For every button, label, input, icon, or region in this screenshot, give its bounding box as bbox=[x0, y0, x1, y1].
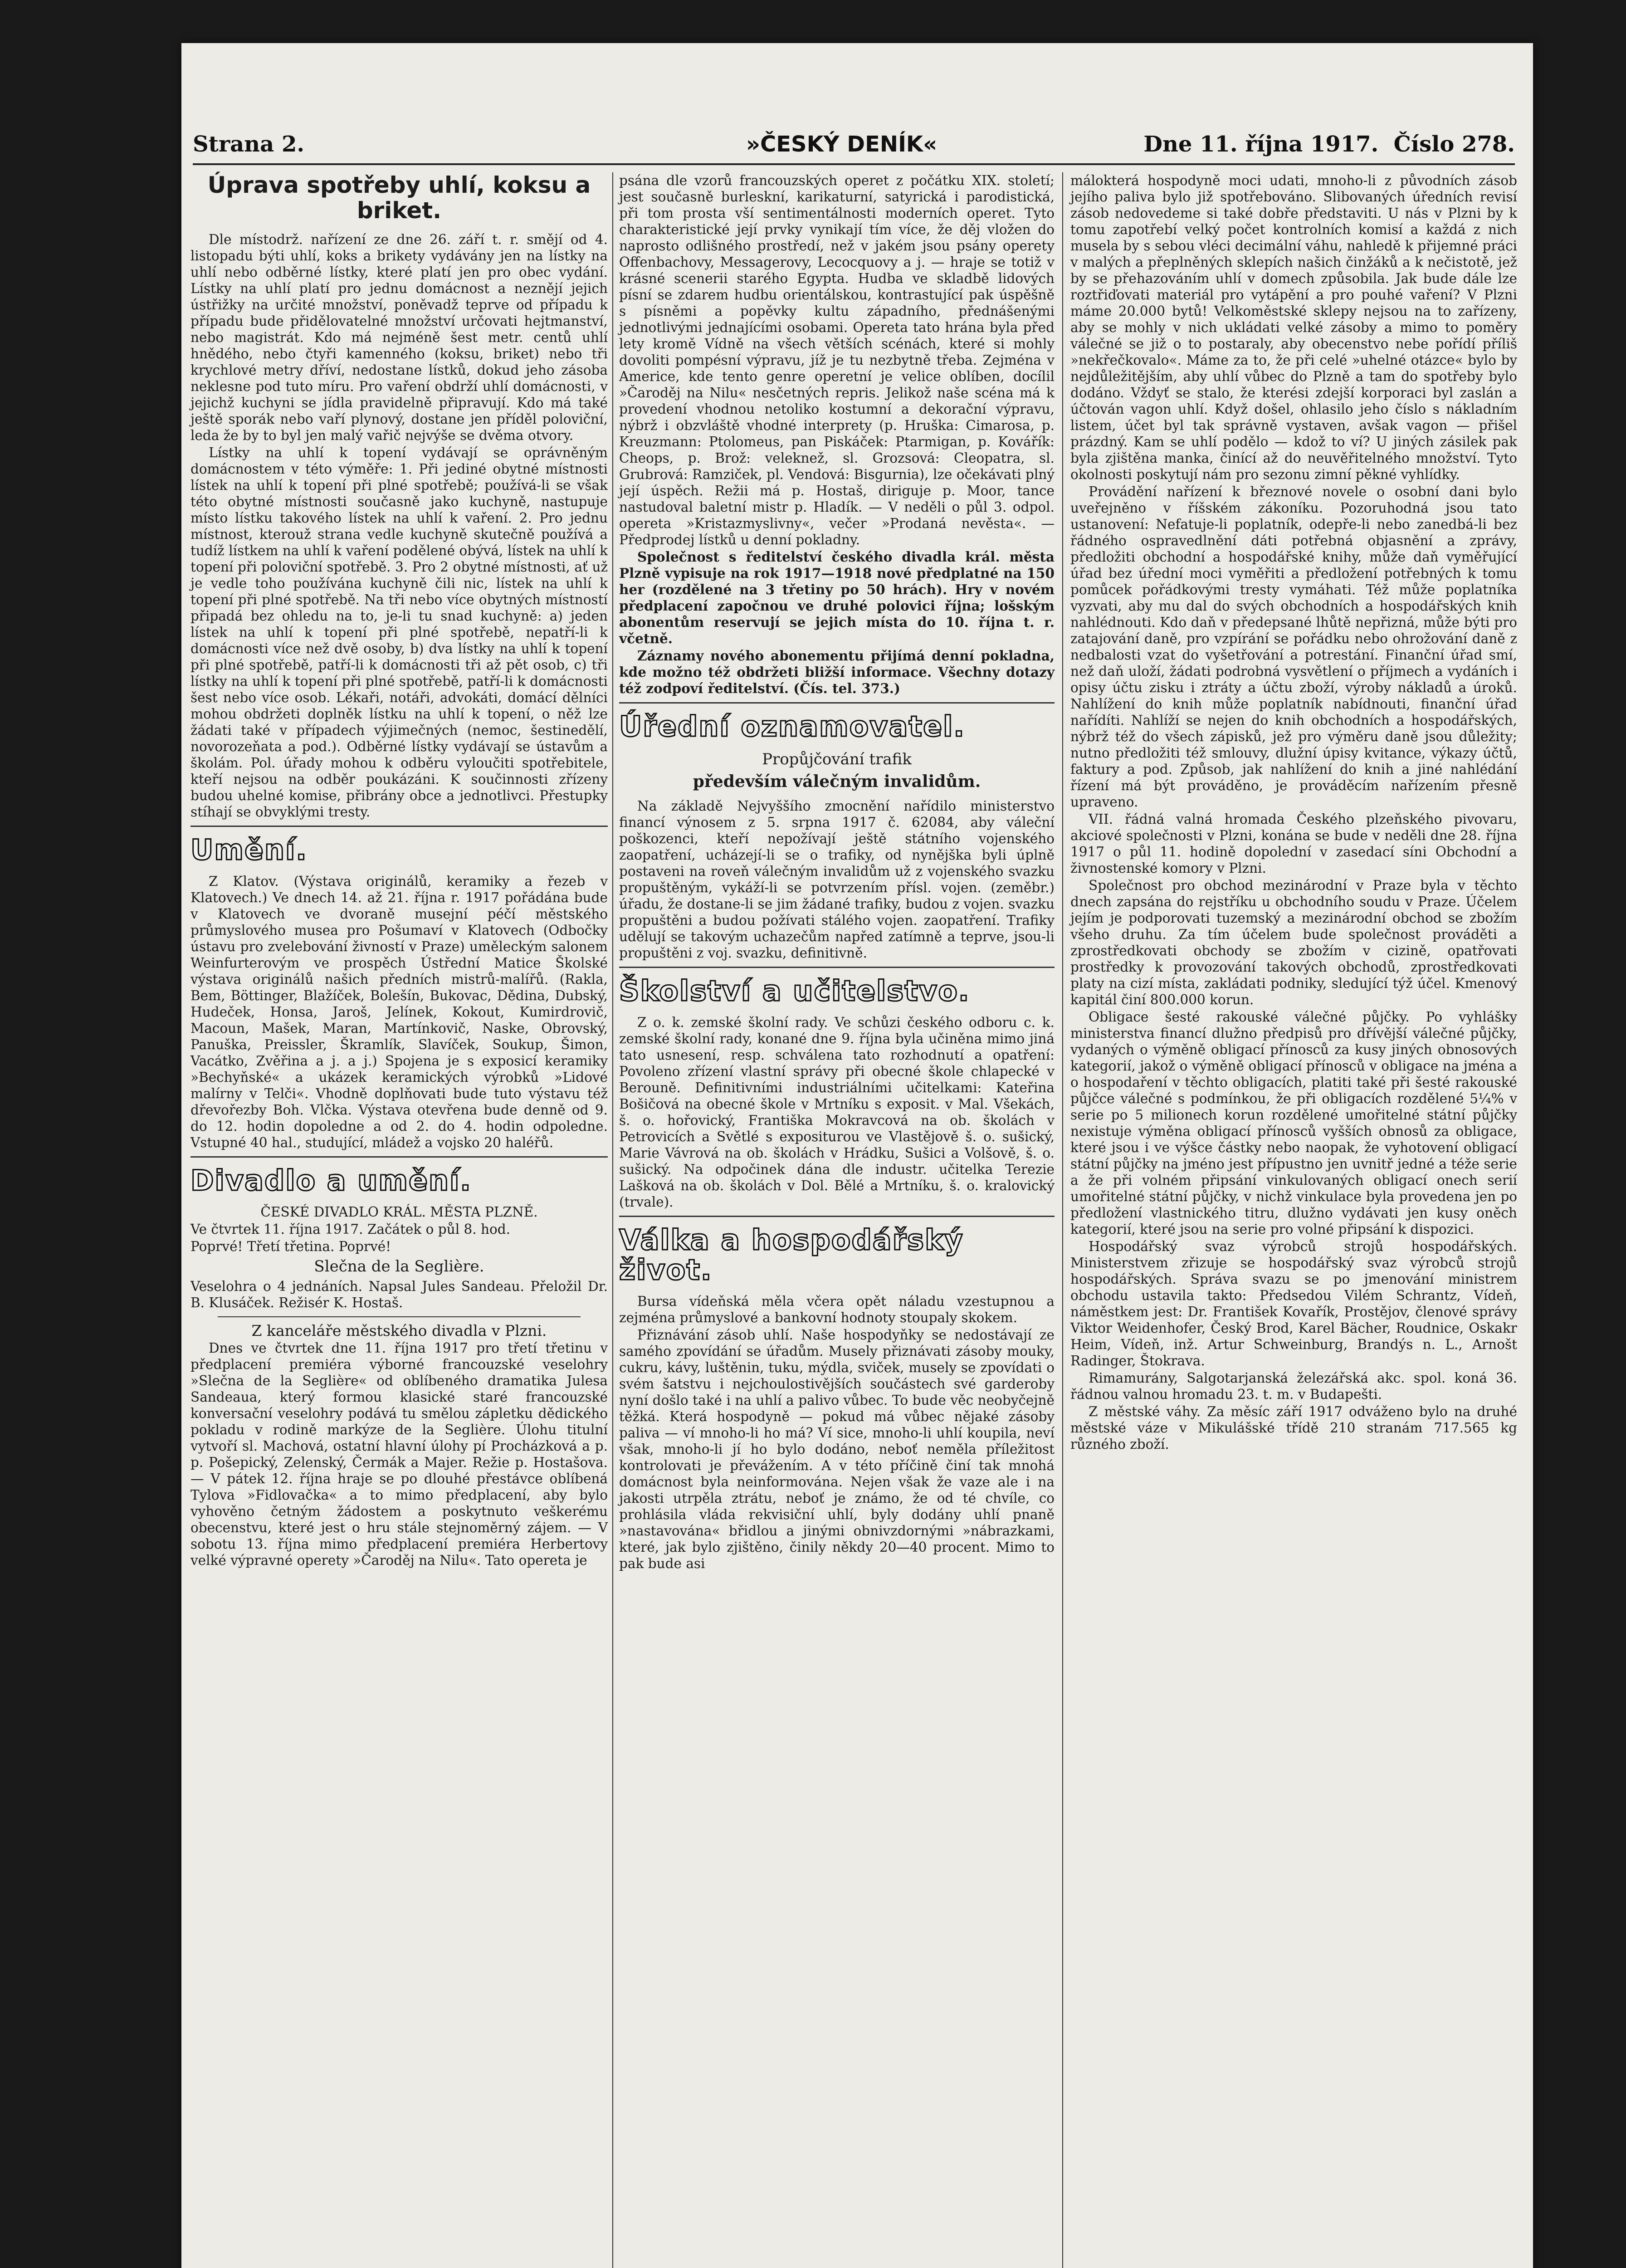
section-heading: Umění. bbox=[190, 833, 308, 866]
page-number: Strana 2. bbox=[193, 132, 305, 157]
article-paragraph: Dle místodrž. nařízení ze dne 26. září t. r. smějí od 4. listopadu býti uhlí, koks a brikety vydávány jen na lístky na uhlí nebo odběrné lístky, které platí jen pro obec vydání. Lístky na uhlí platí pro jednu domácnost a neznějí jejich ústřižky na určité množství, poněvadž teprve od případu k případu bude přidělovatelné množství určovati hejtmanství, nebo magistrát. Kdo má nejméně šest metr. centů uhlí hnědého, nebo čtyři kamenného (koksu, briket) nebo tři krychlové metry dříví, nedostane lístků, dokud jeho zásoba neklesne pod tuto míru. Pro vaření obdrží uhlí domácnosti, v jejichž kuchyni se jídla pravidelně připravují. Kdo má také ještě sporák nebo vaří plynový, dostane jen příděl poloviční, leda že by to byl jen malý vařič nejvýše se dvěma otvory. bbox=[190, 232, 608, 443]
article-paragraph: Společnost pro obchod mezinárodní v Praze byla v těchto dnech zapsána do rejstříku u obchodního soudu v Praze. Účelem jejím je podporovati tuzemský a mezinárodní obchod se zbožím všeho druhu. Za tím účelem bude společnost prováděti a zprostředkovati obchody se zbožím v cizině, opatřovati prostředky k provozování takových obchodů, zprostředkovati platy na cizí místa, zakládati podniky, sledující týž účel. Kmenový kapitál činí 800.000 korun. bbox=[1070, 878, 1517, 1007]
column-3 bbox=[1070, 172, 1517, 1453]
article-subheading: Propůjčování trafik bbox=[762, 750, 912, 768]
divider bbox=[190, 826, 608, 827]
office-heading: Z kanceláře městského divadla v Plzni. bbox=[251, 1322, 547, 1339]
article-paragraph: Přiznávání zásob uhlí. Naše hospodyňky se nedostávají ze samého zpovídání se úřadům. Musely přiznávati zásoby mouky, cukru, kávy, luštěnin, tuku, mýdla, sviček, musely se zpovídati o svém šatstvu i nejchoulostivějších součástech své garderoby nyní došlo také i na uhlí a palivo vůbec. To bude věc neobyčejně těžká. Která hospodyně — pokud má vůbec nějaké zásoby paliva — ví mnoho-li ho má? Ví sice, mnoho-li uhlí koupila, neví však, mnoho-li jí ho bylo dodáno, neboť neměla příležitost kontrolovati je převážením. A v této příčině činí tak mnohá domácnost byla neinformována. Nejen však že vaze ale i na jakosti utrpěla ztrátu, neboť je známo, že od té chvíle, co prohlásila vláda rekvisiční uhlí, byly dodány uhlí pnaně »nastavována« břidlou a jinými obnivzdornými »nábrazkami, které, jak bylo zjištěno, činily někdy 20—40 procent. Mimo to pak bude asi bbox=[619, 1327, 1055, 1571]
show-time: Ve čtvrtek 11. října 1917. Začátek o půl 8. hod. bbox=[190, 1222, 511, 1237]
column-rule bbox=[1062, 172, 1063, 2268]
show-note: Poprvé! Třetí třetina. Poprvé! bbox=[190, 1239, 391, 1254]
article-paragraph: Obligace šesté rakouské válečné půjčky. Po vyhlášky ministerstva financí dlužno předpisů pro dřívější válečné půjčky, vydaných o výměně obligací přínosců za kusy jiných obnosových kategorií, jakož o výměně obligací přínosců v obligace na jména a o hospodaření v těchto obligacích, platiti také při šesté rakouské půjčce válečné s podmínkou, že při obligacích rozdělené 5¼% v serie po 5 milionech korun rozdělené umořitelné státní půjčky nexistuje výměna obligací přínosců vyšších obnosů za obligace, které jsou i ve výšce částky nebo naopak, že vyhotovení obligací státní půjčky na jméno jest přípustno jen uvnitř jedné a téže serie a že při volném připsání vinkulovaných obligací onech serií umořitelné státní půjčky, v nichž vinkulace byla provedena jen po předložení vlastnického titru, dlužno vydávati jen kusy oněch kategorií, které jsou na serie pro volné připsání k dispozici. bbox=[1070, 1009, 1517, 1237]
divider bbox=[218, 1316, 581, 1317]
newspaper-page bbox=[181, 43, 1533, 2268]
section-heading: Školství a učitelstvo. bbox=[619, 974, 970, 1007]
article-paragraph: VII. řádná valná hromada Českého plzeňského pivovaru, akciové společnosti v Plzni, konána se bude v neděli dne 28. října 1917 o půl 11. hodině dopolední v zasedací síni Obchodní a živnostenské komory v Plzni. bbox=[1070, 811, 1517, 876]
article-paragraph: Z o. k. zemské školní rady. Ve schůzi českého odboru c. k. zemské školní rady, konané dne 9. října byla učiněna mimo jiná tato usnesení, resp. schválena tato rozhodnutí a opatření: Povoleno zřízení vlastní správy při obecné škole chlapecké v Berouně. Definitivními industriálními učitelkami: Kateřina Bošičová na obecné škole v Mrtníku s exposit. v Mal. Všekách, š. o. hořovický, Františka Mokravcová na ob. školách v Petrovicích a Světlé s expositurou ve Vlastějově š. o. sušický, Marie Vávrová na ob. školách v Hrádku, Sušici a Volšově, š. o. sušický. Na odpočinek dána dle industr. učitelka Terezie Lašková na ob. školách v Dol. Bělé a Mrtníku, š. o. kralovický (trvale). bbox=[619, 1015, 1055, 1210]
issue-date-number bbox=[1143, 132, 1515, 157]
theatre-name: ČESKÉ DIVADLO KRÁL. MĚSTA PLZNĚ. bbox=[260, 1204, 538, 1220]
article-paragraph: Lístky na uhlí k topení vydávají se oprávněným domácnostem v této výměře: 1. Při jediné obytné místnosti lístek na uhlí k topení při plné spotřebě; používá-li se však této obytné místnosti současně jako kuchyně, nastupuje místo lístku takového lístek na uhlí k vaření. 2. Pro jednu místnost, kterouž strana vedle kuchyně skutečně používá a tudíž lístkem na uhlí k vaření podělené obývá, lístek na uhlí k topení při poloviční spotřebě. 3. Pro 2 obytné místnosti, ať už je vedle toho používána kuchyně čili nic, lístek na uhlí k topení při plné spotřebě. Na tři nebo více obytných místností připadá bez ohledu na to, je-li tu snad kuchyně: a) jeden lístek na uhlí k topení při plné spotřebě, nepatří-li k domácnosti více než dvě osoby, b) dva lístky na uhlí k topení při plné spotřebě, patří-li k domácnosti tři až pět osob, c) tři lístky na uhlí k topení při plné spotřebě, patří-li k domácnosti šest nebo více osob. Lékaři, notáři, advokáti, domácí dělníci mohou obdržeti doplněk lístku na uhlí k topení, o něž lze žádati také v případech výjimečných (nemoc, šestinedělí, novorozeňata a pod.). Odběrné lístky vydávají se ústavům a školám. Pol. úřady mohou k odběru vyloučiti spotřebitele, kteří nejsou na odběr poukázáni. K součinnosti zřízeny budou uhelné komise, přibrány obce a jednotlivci. Přestupky stíhají se obvyklými tresty. bbox=[190, 445, 608, 820]
divider bbox=[190, 1156, 608, 1158]
divider bbox=[619, 702, 1055, 704]
article-paragraph: Rimamurány, Salgotarjanská železářská akc. spol. koná 36. řádnou valnou hromadu 23. t. m. v Budapešti. bbox=[1070, 1370, 1517, 1402]
newspaper-title: »ČESKÝ DENÍK« bbox=[746, 132, 938, 157]
column-1 bbox=[190, 172, 608, 1569]
divider bbox=[619, 967, 1055, 968]
article-paragraph: Společnost s ředitelství českého divadla král. města Plzně vypisuje na rok 1917—1918 nové předplatné na 150 her (rozdělené na 3 třetiny po 50 hrách). Hry v novém předplacení započnou ve druhé polovici října; lošským abonentům reservují se jejich místa do 10. října t. r. včetně. bbox=[619, 549, 1055, 646]
column-rule bbox=[612, 172, 613, 2268]
column-2 bbox=[619, 172, 1055, 1573]
section-heading: Válka a hospodářský život. bbox=[619, 1223, 964, 1286]
article-paragraph: Dnes ve čtvrtek dne 11. října 1917 pro třetí třetinu v předplacení premiéra výborné francouzské veselohry »Slečna de la Seglière« od oblíbeného dramatika Julesa Sandeaua, který formou klasické staré francouzské konversační veselohry podává tu smělou zápletku dědického pokladu v rodině markýze de la Seglière. Úlohu titulní vytvoří sl. Machová, ostatní hlavní úlohy pí Procházková a p. p. Pošepický, Zelenský, Čermák a Majer. Režie p. Hostašova. — V pátek 12. října hraje se po dlouhé přestávce oblíbená Tylova »Fidlovačka« a to mimo předplacení, aby bylo vyhověno četným žádostem a poskytnuto veškerému obecenstvu, které jest o hru stále stejnoměrný zájem. — V sobotu 13. října mimo předplacení premiéra Herbertovy velké výpravné operety »Čaroděj na Nilu«. Tato opereta je bbox=[190, 1340, 608, 1568]
play-info: Veselohra o 4 jednáních. Napsal Jules Sandeau. Přeložil Dr. B. Klusáček. Režisér K. Hostaš. bbox=[190, 1279, 608, 1310]
article-subheading: především válečným invalidům. bbox=[693, 772, 981, 791]
article-heading: Úprava spotřeby uhlí, koksu a briket. bbox=[207, 172, 591, 224]
section-heading: Úřední oznamovatel. bbox=[619, 710, 965, 743]
article-paragraph: psána dle vzorů francouzských operet z počátku XIX. století; jest současně burleskní, karikaturní, satyrická i parodistická, při tom prosta vší sentimentálnosti moderních operet. Tyto charakteristické její prvky vynikají tím více, že děj vložen do naprosto odlišného prostředí, než v jakém jsou psány operety Offenbachovy, Messagerovy, Lecocquovy a j. — hraje se totiž v krásné scenerii starého Egypta. Hudba ve skladbě lidových písní se zdarem hudbu orientálskou, kontrastující pak úspěšně s písněmi a popěvky kultu západního, přednášenými jednotlivými jednajícími osobami. Opereta tato hrána byla před lety kromě Vídně na všech větších scénách, které si mohly dovoliti pompésní výpravu, jíž je tu nezbytně třeba. Zejména v Americe, kde tento genre operetní je velice oblíben, docílil »Čaroděj na Nilu« nesčetných repris. Jelikož naše scéna má k provedení vhodnou netoliko kostumní a dekorační výpravu, nýbrž i obzvláště vhodné interprety (p. Hruška: Cimarosa, p. Kreuzmann: Ptolomeus, pan Piskáček: Ptarmigan, p. Kovářík: Cheops, p. Brož: veleknež, sl. Grozsová: Cleopatra, sl. Grubrová: Ramziček, pl. Vendová: Bisgurnia), lze očekávati plný její úspěch. Režii má p. Hostaš, diriguje p. Moor, tance nastudoval baletní mistr p. Hladík. — V neděli o půl 3. odpol. opereta »Kristazmyslivny«, večer »Prodaná nevěsta«. — Předprodej lístků u denní pokladny. bbox=[619, 173, 1055, 547]
issue-number: Číslo 278. bbox=[1393, 132, 1515, 157]
article-paragraph: Na základě Nejvyššího zmocnění nařídilo ministerstvo financí výnosem z 5. srpna 1917 č. 62084, aby váleční poškozenci, kteří nepožívají ještě státního vojenského zaopatření, ucházejí-li se o trafiky, od nynějška byli úplně postaveni na roveň válečným invalidům už z vojenského svazku propuštěným, vykáží-li se potvrzením přísl. vojen. (zeměbr.) úřadu, že dostane-li se jim žádané trafiky, budou z vojen. svazku propuštěni a budou požívati stálého vojen. zaopatření. Trafiky udělují se takovým uchazečům napřed zatímně a teprve, jsou-li propuštěni z voj. svazku, definitivně. bbox=[619, 798, 1055, 961]
play-title: Slečna de la Seglière. bbox=[314, 1257, 484, 1276]
divider bbox=[619, 1216, 1055, 1217]
article-paragraph: málokterá hospodyně moci udati, mnoho-li z původních zásob jejího paliva bylo již spotřebováno. Slibovaných úředních revisí zásob nedovedeme si také dobře představiti. U nás v Plzni by k tomu zapotřebí velký počet kontrolních komisí a každá z nich musela by s sebou vléci decimální váhu, nahledě k přijemné práci v malých a přeplněných sklepích našich činžáků a k nečistotě, jež by se přehazováním uhlí v domech způsobila. Jak bude dále lze roztřiďovati materiál pro vytápění a pro pouhé vaření? V Plzni máme 20.000 bytů! Velkoměstské sklepy nejsou na to zařízeny, aby se mohly v nich ukládati velké zásoby a mimo to poměry válečné se již o to postaraly, aby obecenstvo nebe pořídí příliš »nekřečkovalo«. Máme za to, že při celé »uhelné otázce« bylo by nejdůležitějším, aby uhlí vůbec do Plzně a tam do spotřeby bylo dodáno. Vždyť se stalo, že kterési zdejší korporaci byl zaslán a účtován vagon uhlí. Když došel, ohlasilo jeho číslo s nákladním listem, účet byl tak správně vystaven, avšak vagon — přišel prázdný. Kam se uhlí podělo — kdož to ví? U jiných zásilek pak byla zjištěna manka, činící až do neuvěřitelného množství. Tyto okolnosti poskytují nám pro sezonu zimní pěkné vyhlídky. bbox=[1070, 173, 1517, 482]
issue-date: Dne 11. října 1917. bbox=[1143, 132, 1379, 157]
article-paragraph: Záznamy nového abonementu přijímá denní pokladna, kde možno též obdržeti bližší informace. Všechny dotazy též zodpoví ředitelství. (Čís. tel. 373.) bbox=[619, 648, 1055, 696]
article-paragraph: Z městské váhy. Za měsíc září 1917 odváženo bylo na druhé městské váze v Mikulášské třídě 210 stranám 717.565 kg různého zboží. bbox=[1070, 1404, 1517, 1452]
article-paragraph: Provádění nařízení k březnové novele o osobní dani bylo uveřejněno v říšském zákoníku. Pozoruhodná jsou tato ustanovení: Nefatuje-li poplatník, odepře-li nebo zanedbá-li bez řádného ospravedlnění dáti potřebná objasnění a zprávy, předložiti obchodní a hospodářské knihy, může daň vyměřující úřad bez úřední moci vyměřiti a předložení potřebných k tomu pomůcek pořádkovými tresty vymáhati. Též může poplatníka vyzvati, aby mu dal do svých obchodních a hospodářských knih nahlédnouti. Kdo daň v předepsané lhůtě nepřizná, může býti pro zatajování daně, pro vzpírání se pořádku nebo ohrožování daně z nedbalosti vzat do vyšetřování a potrestání. Finanční úřad smí, než daň uloží, žádati podrobná vysvětlení o příjmech a vydáních i opisy účtu zisku i ztráty a účtu zboží, výroby nákladů a úroků. Nahlížení do knih může poplatník nabídnouti, finanční úřad nařídíti. Nahlíží se nejen do knih obchodních a hospodářských, nýbrž též do všech zápisků, jež pro výměru daně jsou důležity; nutno předložiti též smlouvy, dlužní úpisy kvitance, výkazy účtů, faktury a pod. Způsob, jak nahlížení do knih a jiné nahlédání řízení má být prováděno, je prováděcím nařízením přesně upraveno. bbox=[1070, 484, 1517, 810]
section-heading: Divadlo a umění. bbox=[190, 1164, 472, 1197]
page-header bbox=[193, 132, 1515, 165]
article-paragraph: Z Klatov. (Výstava originálů, keramiky a řezeb v Klatovech.) Ve dnech 14. až 21. října r. 1917 pořádána bude v Klatovech ve dvoraně musejní péčí městského průmyslového musea pro Pošumaví v Klatovech (Odbočky ústavu pro zvelebování živností v Praze) uměleckým salonem Weinfurterovým ve prospěch Ústřední Matice Školské výstava originálů našich předních mistrů-malířů. (Rakla, Bem, Böttinger, Blažíček, Bolešín, Bukovac, Dědina, Dubský, Hudeček, Honsa, Jaroš, Jelínek, Kokout, Kumirdrovič, Macoun, Mašek, Maran, Martínkovič, Naske, Obrovský, Panuška, Preissler, Škramlík, Slavíček, Soukup, Šimon, Vacátko, Zvěřina a j. a j.) Spojena je s exposicí keramiky »Bechyňské« a ukázek keramických výrobků »Lidové malírny v Telči«. Vhodně doplňovati bude tuto výstavu též dřevořezby Boh. Vlčka. Výstava otevřena bude denně od 9. do 12. hodin dopoledne a od 2. do 4. hodin odpoledne. Vstupné 40 hal., studující, mládež a vojsko 20 haléřů. bbox=[190, 874, 608, 1150]
article-paragraph: Hospodářský svaz výrobců strojů hospodářských. Ministerstvem zřizuje se hospodářský svaz výrobců strojů hospodářských. Správa svazu se po jmenování ministrem obchodu ustavila takto: Předsedou Vilém Schrantz, Vídeň, náměstkem jest: Dr. František Kovařík, Prostějov, členové správy Viktor Weidenhofer, Český Brod, Karel Bächer, Roudnice, Oskakr Heim, Vídeň, inž. Artur Schweinburg, Brandýs n. L., Arnošt Radinger, Štokrava. bbox=[1070, 1239, 1517, 1369]
article-paragraph: Bursa vídeňská měla včera opět náladu vzestupnou a zejména průmyslové a bankovní hodnoty stoupaly skokem. bbox=[619, 1294, 1055, 1325]
